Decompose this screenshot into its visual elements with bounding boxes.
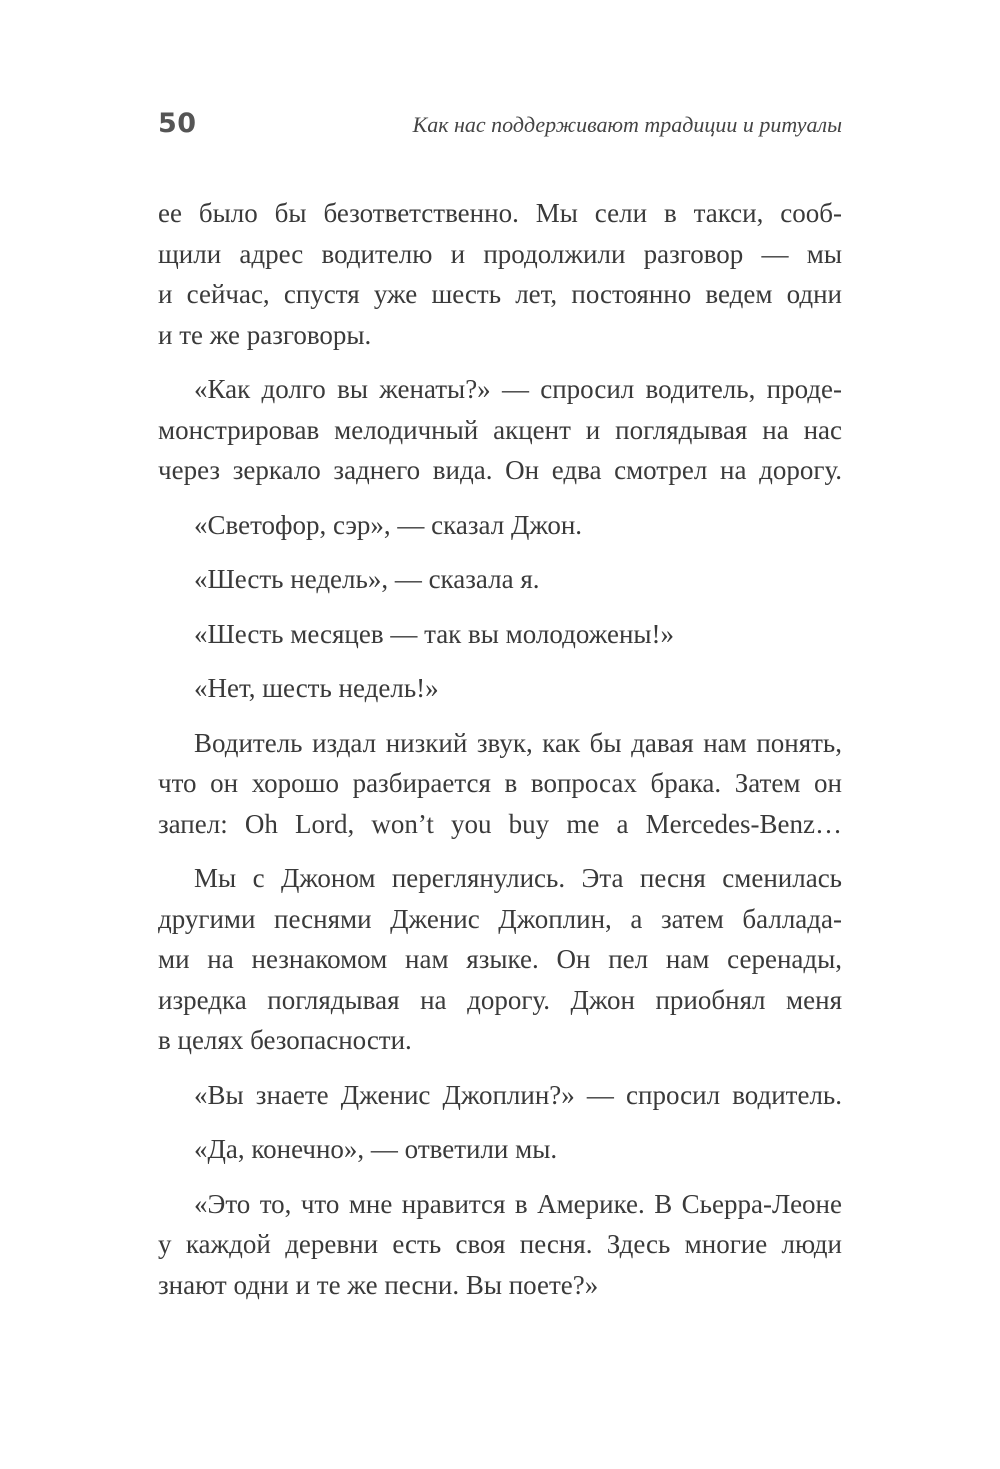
text-line: «Как долго вы женаты?» — спросил водитель, проде- — [194, 374, 842, 404]
text-line: запел: Oh Lord, won’t you buy me a Mercedes-Benz… — [158, 808, 842, 839]
running-head — [158, 108, 842, 148]
text-line: через зеркало заднего вида. Он едва смотрел на дорогу. — [158, 455, 842, 485]
text-line: у каждой деревни есть своя песня. Здесь многие люди — [158, 1229, 842, 1259]
text-line: щили адрес водителю и продолжили разговор — мы — [158, 238, 842, 269]
text-line: в целях безопасности. — [158, 1025, 412, 1055]
paragraph — [158, 559, 842, 600]
chapter-title: Как нас поддерживают традиции и ритуалы — [412, 112, 842, 137]
text-line: монстрировав мелодичный акцент и поглядывая на нас — [158, 414, 842, 445]
paragraph — [158, 668, 842, 709]
text-line: «Нет, шесть недель!» — [194, 673, 439, 703]
paragraph — [158, 1075, 842, 1116]
paragraph — [158, 614, 842, 655]
paragraph — [158, 1129, 842, 1170]
text-line: что он хорошо разбирается в вопросах брака. Затем он — [158, 768, 842, 798]
text-line: изредка поглядывая на дорогу. Джон приобнял меня — [158, 984, 842, 1015]
page-number: 50 — [158, 108, 197, 139]
text-line: Мы с Джоном переглянулись. Эта песня сменилась — [194, 863, 842, 893]
text-line: «Шесть недель», — сказала я. — [194, 564, 540, 594]
text-line: «Это то, что мне нравится в Америке. В Сьерра-Леоне — [194, 1188, 842, 1219]
paragraph — [158, 723, 842, 845]
text-line: «Светофор, сэр», — сказал Джон. — [194, 509, 583, 540]
text-line: знают одни и те же песни. Вы поете?» — [158, 1269, 599, 1300]
paragraph — [158, 193, 842, 355]
paragraph — [158, 369, 842, 491]
text-line: Водитель издал низкий звук, как бы давая нам понять, — [194, 727, 842, 758]
paragraph — [158, 858, 842, 1061]
body-text — [158, 193, 842, 1319]
text-line: ми на незнакомом нам языке. Он пел нам серенады, — [158, 944, 842, 974]
text-line: другими песнями Дженис Джоплин, а затем баллада- — [158, 903, 842, 934]
paragraph — [158, 505, 842, 546]
text-line: «Вы знаете Дженис Джоплин?» — спросил водитель. — [194, 1079, 842, 1110]
text-line: ее было бы безответственно. Мы сели в такси, сооб- — [158, 198, 842, 228]
text-line: «Да, конечно», — ответили мы. — [194, 1134, 558, 1164]
text-line: и сейчас, спустя уже шесть лет, постоянно ведем одни — [158, 279, 842, 309]
text-line: «Шесть месяцев — так вы молодожены!» — [194, 618, 675, 649]
paragraph — [158, 1184, 842, 1306]
text-line: и те же разговоры. — [158, 319, 372, 350]
